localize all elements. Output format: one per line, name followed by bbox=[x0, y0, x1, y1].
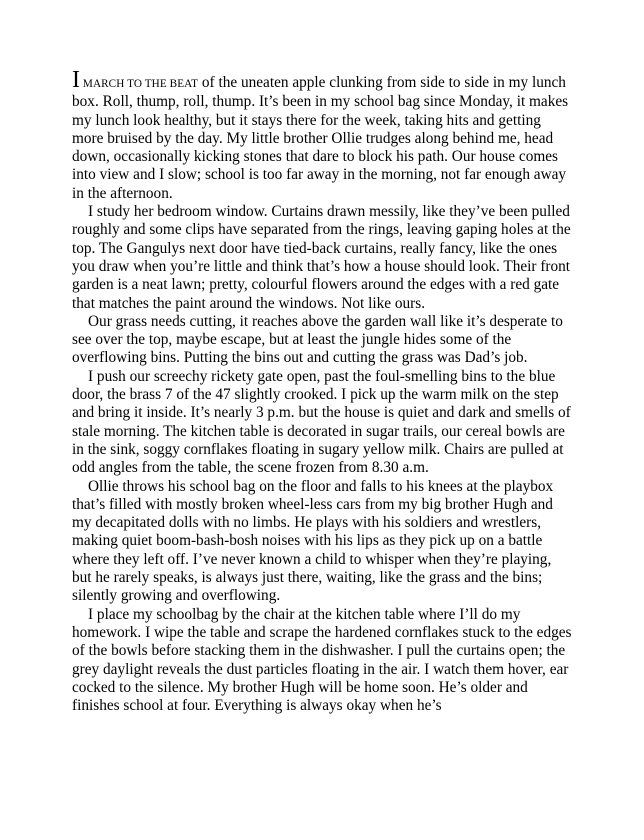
paragraph-opening bbox=[72, 67, 574, 203]
small-caps-lead: MARCH TO THE BEAT bbox=[80, 78, 199, 90]
drop-cap: I bbox=[72, 67, 80, 93]
paragraph-gate: I push our screechy rickety gate open, past the foul-smelling bins to the blue door, the brass 7 of the 47 slightly crooked. I pick up the warm milk on the step and bring it inside. It’s nearly 3 p.m. but the house is quiet and dark and smells of stale morning. The kitchen table is decorated in sugar trails, our cereal bowls are in the sink, soggy cornflakes floating in sugary yellow milk. Chairs are pulled at odd angles from the table, the scene frozen from 8.30 a.m. bbox=[72, 367, 571, 477]
paragraph-ollie: Ollie throws his school bag on the floor and falls to his knees at the playbox that’s filled with mostly broken wheel-less cars from my big brother Hugh and my decapitated dolls with no limbs. He plays with his soldiers and wrestlers, making quiet boom-bash-bosh noises with his lips as they pick up on a battle where they left off. I’ve never known a child to whisper when they’re playing, but he rarely speaks, is always just there, waiting, like the grass and the bins; silently growing and overflowing. bbox=[72, 477, 554, 605]
paragraph-grass: Our grass needs cutting, it reaches above the garden wall like it’s desperate to see over the top, maybe escape, but at least the jungle hides some of the overflowing bins. Putting the bins out and cutting the grass was Dad’s job. bbox=[72, 312, 563, 367]
paragraph-bedroom-window: I study her bedroom window. Curtains drawn messily, like they’ve been pulled roughly and some clips have separated from the rings, leaving gaping holes at the top. The Gangulys next door have tied-back curtains, really fancy, like the ones you draw when you’re little and think that’s how a house should look. Their front garden is a neat lawn; pretty, colourful flowers around the edges with a red gate that matches the paint around the windows. Not like ours. bbox=[72, 203, 571, 312]
paragraph-opening-text: of the uneaten apple clunking from side to side in my lunch box. Roll, thump, roll, thump. It’s been in my school bag since Monday, it makes my lunch look healthy, but it stays there for the week, taking hits and getting more bruised by the day. My little brother Ollie trudges along behind me, head down, occasionally kicking stones that dare to block his path. Our house comes into view and I slow; school is too far away in the morning, not far enough away in the afternoon. bbox=[72, 74, 569, 202]
book-page bbox=[72, 67, 574, 715]
paragraph-kitchen: I place my schoolbag by the chair at the kitchen table where I’ll do my homework. I wipe the table and scrape the hardened cornflakes stuck to the edges of the bowls before stacking them in the dishwasher. I pull the curtains open; the grey daylight reveals the dust particles floating in the air. I watch them hover, ear cocked to the silence. My brother Hugh will be home soon. He’s older and finishes school at four. Everything is always okay when he’s bbox=[72, 605, 572, 715]
